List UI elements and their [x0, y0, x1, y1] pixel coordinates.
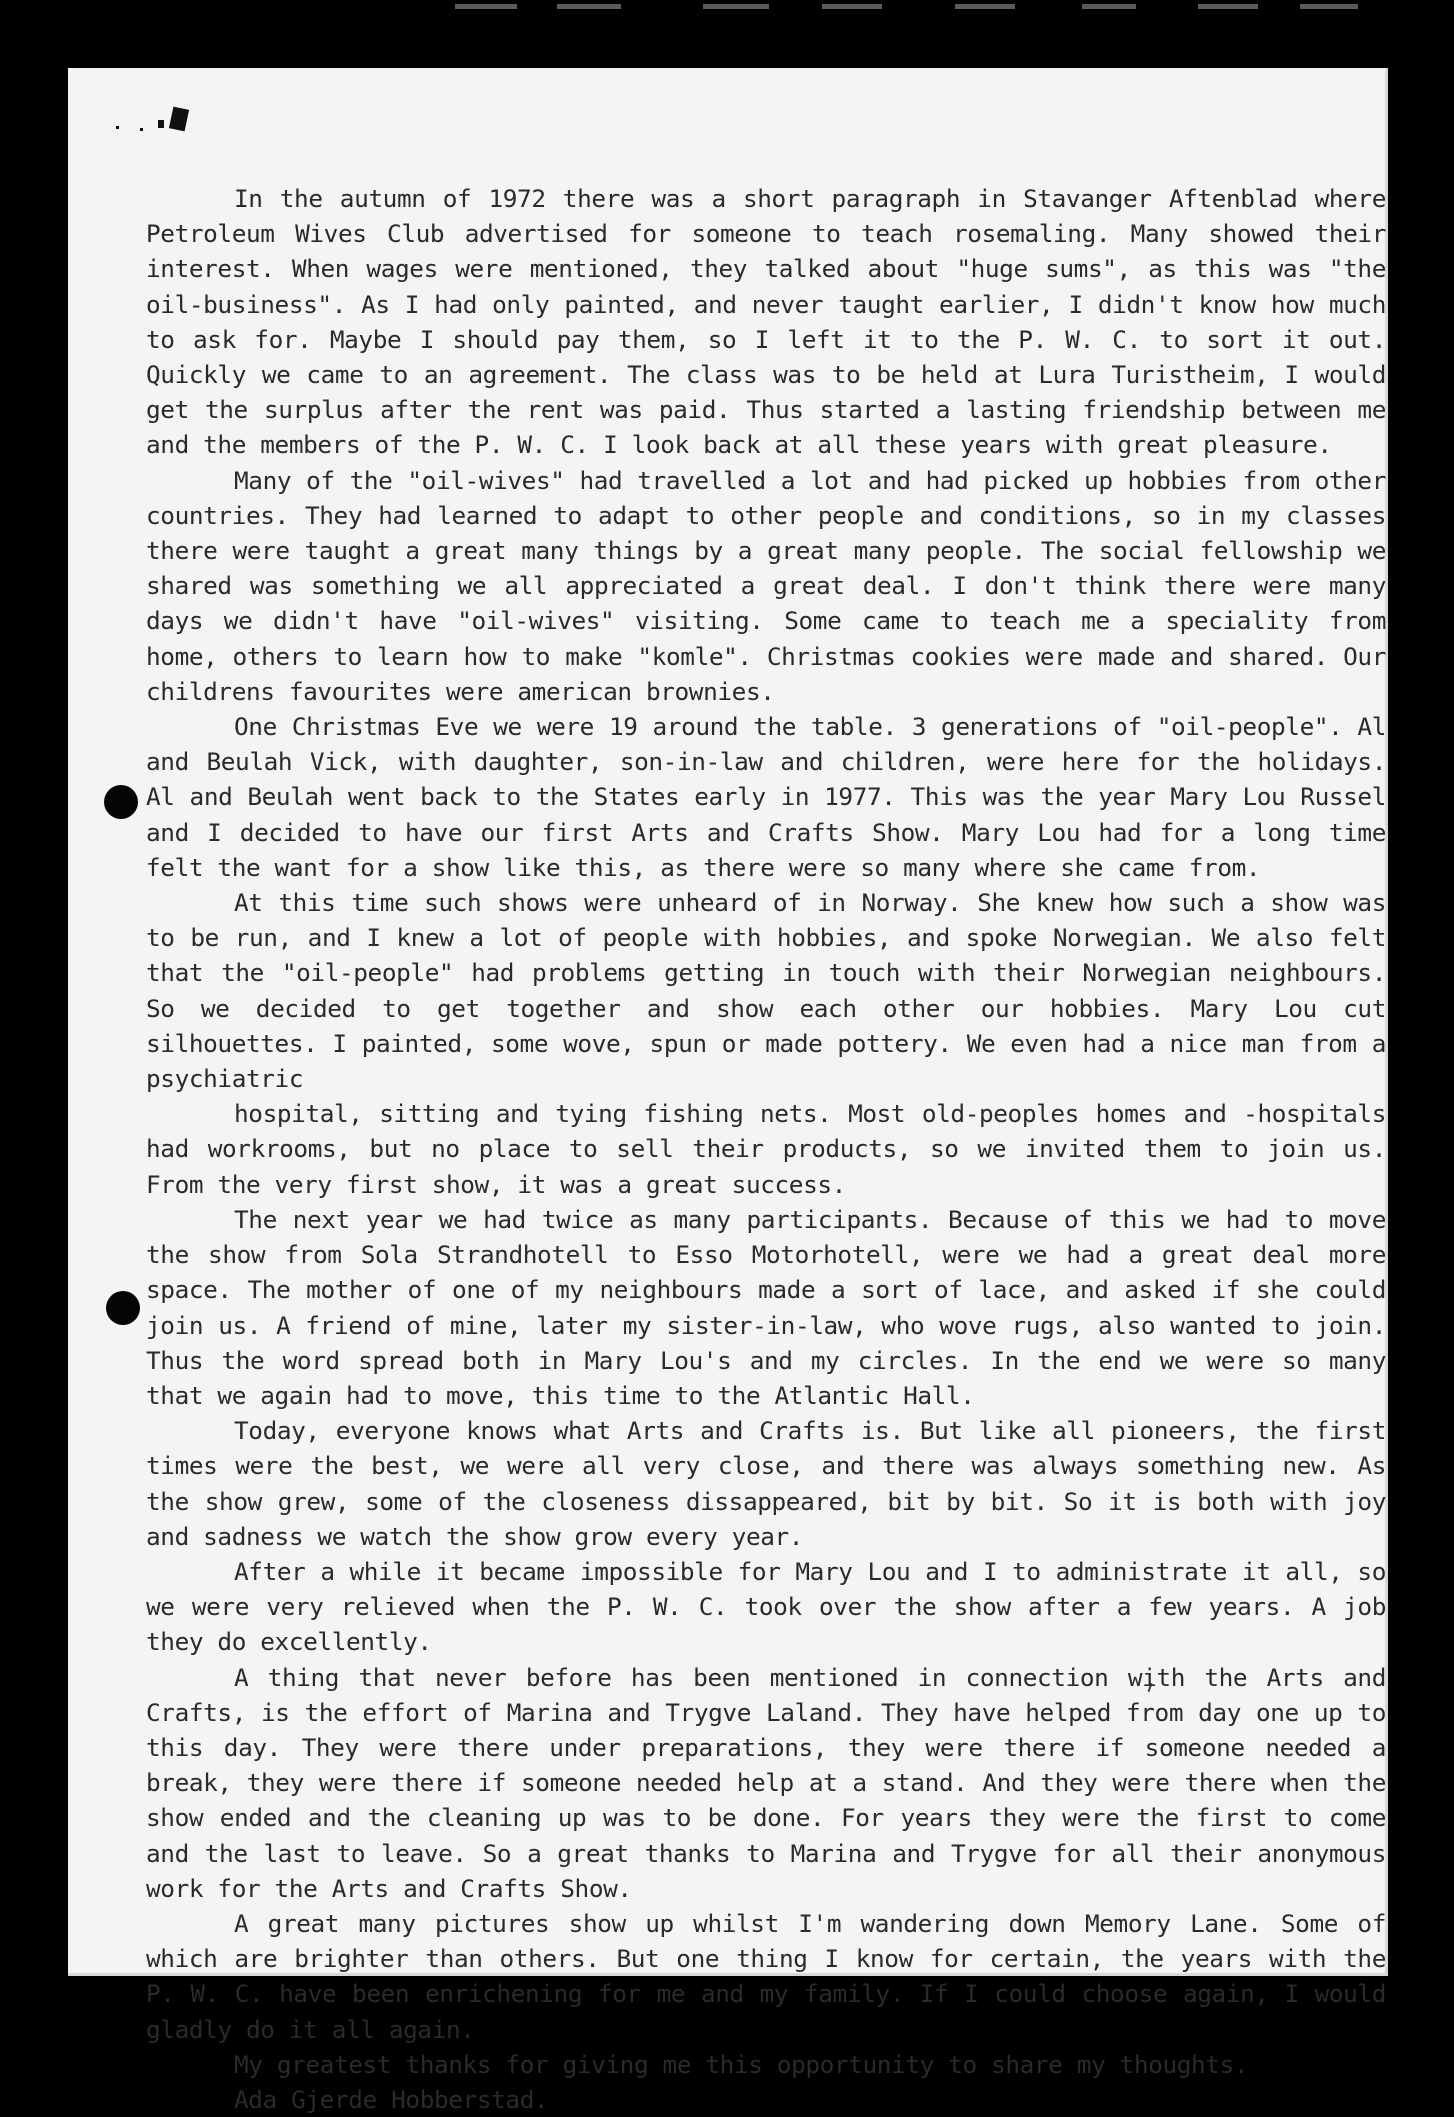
paragraph-11: My greatest thanks for giving me this opportunity to share my thoughts. [234, 2049, 1249, 2079]
letter-body [146, 181, 1386, 2117]
paper-speck [116, 126, 119, 129]
paragraph-3: One Christmas Eve we were 19 around the table. 3 generations of "oil-people". Al and Beulah Vick, with daughter, son-in-law and children, were here for the holidays. Al and Beulah went back to the States early in 1977. This was the year Mary Lou Russel and I decided to have our first Arts and Crafts Show. Mary Lou had for a long time felt the want for a show like this, as there were so many where she came from. [146, 712, 1386, 882]
signature: Ada Gjerde Hobberstad. [234, 2084, 549, 2114]
document-page [68, 68, 1388, 2114]
paragraph-9: A thing that never before has been mentioned in connection with the Arts and Crafts, is the effort of Marina and Trygve Laland. They have helped from day one up to this day. They were there under preparations, they were there if someone needed a break, they were there if someone needed help at a stand. And they were there when the show ended and the cleaning up was to be done. For years they were the first to come and the last to leave. So a great thanks to Marina and Trygve for all their anonymous work for the Arts and Crafts Show. [146, 1662, 1386, 1903]
paragraph-4: At this time such shows were unheard of in Norway. She knew how such a show was to be run, and I knew a lot of people with hobbies, and spoke Norwegian. We also felt that the "oil-people" had problems getting in touch with their Norwegian neighbours. So we decided to get together and show each other our hobbies. Mary Lou cut silhouettes. I painted, some wove, spun or made pottery. We even had a nice man from a psychiatric [146, 888, 1386, 1094]
paragraph-7: Today, everyone knows what Arts and Crafts is. But like all pioneers, the first times were the best, we were all very close, and there was always something new. As the show grew, some of the closeness dissappeared, bit by bit. So it is both with joy and sadness we watch the show grow every year. [146, 1416, 1386, 1551]
punch-hole-upper [104, 785, 138, 819]
paragraph-1: In the autumn of 1972 there was a short paragraph in Stavanger Aftenblad where Petroleum Wives Club advertised for someone to teach rosemaling. Many showed their interest. When wages were mentioned, they talked about "huge sums", as this was "the oil-business". As I had only painted, and never taught earlier, I didn't know how much to ask for. Maybe I should pay them, so I left it to the P. W. C. to sort it out. Quickly we came to an agreement. The class was to be held at Lura Turistheim, I would get the surplus after the rent was paid. Thus started a lasting friendship between me and the members of the P. W. C. I look back at all these years with great pleasure. [146, 184, 1386, 460]
paper-speck [140, 128, 143, 131]
paper-speck [169, 107, 189, 132]
paper-speck [158, 120, 164, 128]
paragraph-2: Many of the "oil-wives" had travelled a lot and had picked up hobbies from other countries. They had learned to adapt to other people and conditions, so in my classes there were taught a great many things by a great many people. The social fellowship we shared was something we all appreciated a great deal. I don't think there were many days we didn't have "oil-wives" visiting. Some came to teach me a speciality from home, others to learn how to make "komle". Christmas cookies were made and shared. Our childrens favourites were american brownies. [146, 465, 1386, 706]
scan-edge-mark [557, 4, 621, 9]
paragraph-8: After a while it became impossible for Mary Lou and I to administrate it all, so we were very relieved when the P. W. C. took over the show after a few years. A job they do excellently. [146, 1556, 1386, 1657]
scan-edge-mark [955, 4, 1015, 9]
scan-edge-mark [1300, 4, 1358, 9]
punch-hole-lower [106, 1291, 140, 1325]
paragraph-10: A great many pictures show up whilst I'm wandering down Memory Lane. Some of which are brighter than others. But one thing I know for certain, the years with the P. W. C. have been enrichening for me and my family. If I could choose again, I would gladly do it all again. [146, 1908, 1386, 2044]
scan-edge-mark [1082, 4, 1136, 9]
scan-edge-mark [703, 4, 769, 9]
paragraph-5: hospital, sitting and tying fishing nets. Most old-peoples homes and -hospitals had workrooms, but no place to sell their products, so we invited them to join us. From the very first show, it was a great success. [146, 1099, 1386, 1199]
scan-edge-mark [1198, 4, 1258, 9]
paragraph-6: The next year we had twice as many participants. Because of this we had to move the show from Sola Strandhotell to Esso Motorhotell, were we had a great deal more space. The mother of one of my neighbours made a sort of lace, and asked if she could join us. A friend of mine, later my sister-in-law, who wove rugs, also wanted to join. Thus the word spread both in Mary Lou's and my circles. In the end we were so many that we again had to move, this time to the Atlantic Hall. [146, 1204, 1386, 1410]
scan-edge-mark [455, 4, 517, 9]
scan-edge-mark [822, 4, 882, 9]
